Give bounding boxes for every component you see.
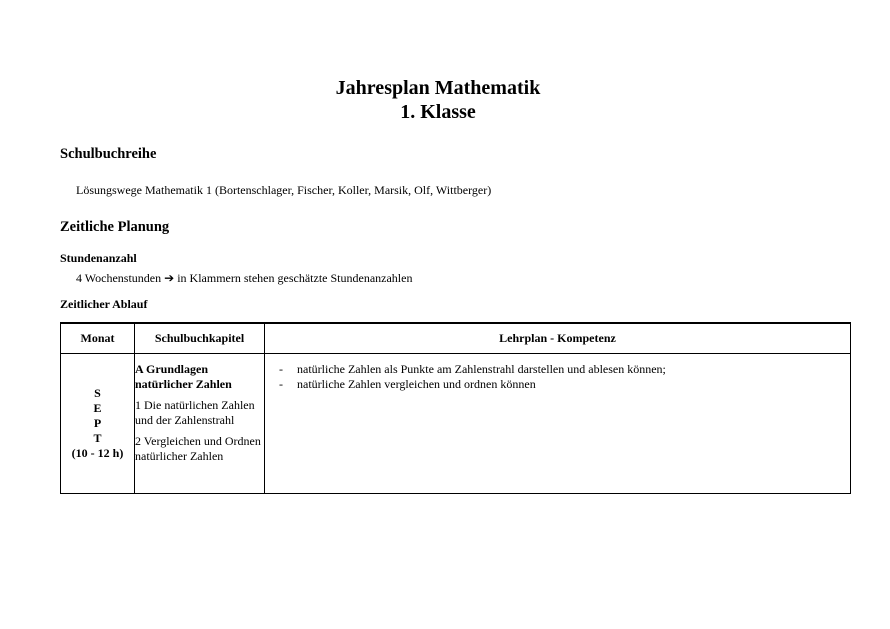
- month-cell: [61, 354, 135, 494]
- competency-text: natürliche Zahlen als Punkte am Zahlenstrahl darstellen und ablesen können;: [297, 362, 666, 376]
- title-line-1: Jahresplan Mathematik: [335, 77, 541, 99]
- plan-table: [60, 322, 851, 494]
- document-title: [0, 76, 876, 124]
- schoolbook-heading: Schulbuchreihe: [60, 146, 157, 162]
- competency-item: [265, 377, 850, 392]
- month-letter: P: [93, 416, 102, 430]
- hours-text: [76, 271, 412, 286]
- chapter-item: 2 Vergleichen und Ordnen natürlicher Zahlen: [135, 434, 261, 463]
- arrow-right-icon: ➔: [164, 271, 175, 285]
- chapter-item: 1 Die natürlichen Zahlen und der Zahlenstrahl: [135, 398, 255, 427]
- title-line-2: 1. Klasse: [400, 101, 476, 123]
- competency-text: natürliche Zahlen vergleichen und ordnen können: [297, 377, 536, 391]
- header-competency: Lehrplan - Kompetenz: [265, 323, 851, 354]
- table-row: [61, 354, 851, 494]
- competency-item: [265, 362, 850, 377]
- month-letter: T: [93, 431, 102, 445]
- schoolbook-text: Lösungswege Mathematik 1 (Bortenschlager, Fischer, Koller, Marsik, Olf, Wittberger): [76, 183, 492, 197]
- planning-heading: Zeitliche Planung: [60, 219, 170, 235]
- month-letter: S: [94, 386, 101, 400]
- table-header-row: [61, 323, 851, 354]
- sequence-heading: Zeitlicher Ablauf: [60, 297, 148, 311]
- month-letter: E: [93, 401, 102, 415]
- chapter-title: A Grundlagen natürlicher Zahlen: [135, 362, 232, 391]
- bullet-dash: -: [279, 377, 283, 391]
- header-month: Monat: [61, 323, 135, 354]
- competency-cell: [265, 354, 851, 494]
- hours-text-b: in Klammern stehen geschätzte Stundenanzahlen: [177, 271, 413, 285]
- bullet-dash: -: [279, 362, 283, 376]
- hours-heading: Stundenanzahl: [60, 251, 137, 265]
- month-hours: (10 - 12 h): [71, 446, 124, 460]
- hours-text-a: 4 Wochenstunden: [76, 271, 162, 285]
- chapter-cell: [135, 354, 265, 494]
- header-chapter: Schulbuchkapitel: [135, 323, 265, 354]
